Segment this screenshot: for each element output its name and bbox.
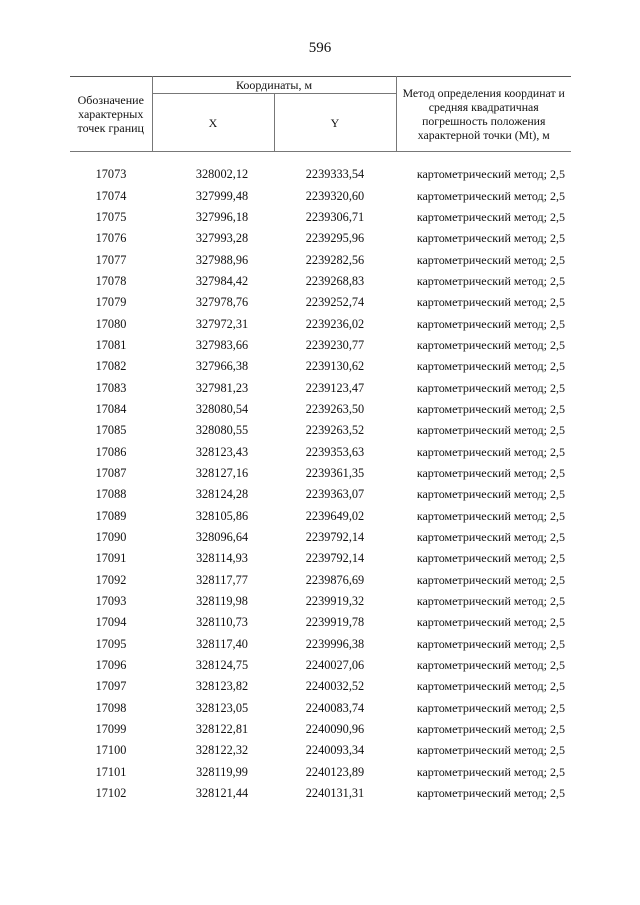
coord-y: 2240123,89 — [305, 764, 365, 779]
coord-y: 2239306,71 — [305, 209, 365, 224]
method-cell: картометрический метод; 2,5 — [416, 231, 565, 246]
table-row — [70, 506, 571, 527]
coord-x: 327978,76 — [195, 295, 249, 310]
coord-x: 328110,73 — [196, 615, 248, 630]
coord-y: 2239363,07 — [305, 487, 365, 502]
point-id: 17089 — [95, 508, 127, 523]
point-id: 17090 — [95, 530, 127, 545]
coord-y: 2239333,54 — [305, 167, 365, 182]
header-coordinates: Координаты, м — [152, 77, 396, 94]
table-row — [70, 463, 571, 484]
point-id: 17102 — [95, 786, 127, 801]
coord-x: 328123,82 — [195, 679, 249, 694]
point-id: 17092 — [95, 572, 127, 587]
header-method: Метод определения координат и средняя квадратичная погрешность положения характерной точки (Mt), м — [396, 77, 571, 152]
table-row — [70, 634, 571, 655]
header-y: Y — [274, 94, 396, 152]
method-cell: картометрический метод; 2,5 — [416, 316, 565, 331]
coord-x: 327972,31 — [195, 316, 249, 331]
table-row — [70, 441, 571, 462]
point-id: 17091 — [95, 551, 127, 566]
coord-y: 2239996,38 — [305, 636, 365, 651]
table-row — [70, 548, 571, 569]
table-row — [70, 570, 571, 591]
coord-x: 327984,42 — [195, 273, 249, 288]
table-row — [70, 399, 571, 420]
coord-x: 328122,81 — [195, 722, 249, 737]
method-cell: картометрический метод; 2,5 — [416, 295, 565, 310]
method-cell: картометрический метод; 2,5 — [416, 764, 565, 779]
page-number: 596 — [308, 40, 332, 56]
method-cell: картометрический метод; 2,5 — [416, 273, 565, 288]
coord-y: 2239236,02 — [305, 316, 365, 331]
point-id: 17082 — [95, 359, 127, 374]
point-id: 17099 — [95, 722, 127, 737]
coordinates-table — [70, 76, 571, 804]
method-cell: картометрический метод; 2,5 — [416, 337, 565, 352]
coord-y: 2239268,83 — [305, 273, 365, 288]
coord-y: 2239230,77 — [305, 337, 365, 352]
method-cell: картометрический метод; 2,5 — [416, 423, 565, 438]
coord-x: 328080,54 — [195, 401, 249, 416]
coord-x: 328080,55 — [195, 423, 249, 438]
table-row — [70, 676, 571, 697]
table-row — [70, 185, 571, 206]
coord-y: 2239320,60 — [305, 188, 365, 203]
coord-x: 327983,66 — [195, 337, 249, 352]
coord-x: 327966,38 — [195, 359, 249, 374]
point-id: 17096 — [95, 658, 127, 673]
method-cell: картометрический метод; 2,5 — [416, 508, 565, 523]
method-cell: картометрический метод; 2,5 — [416, 252, 565, 267]
table-row — [70, 591, 571, 612]
point-id: 17086 — [95, 444, 127, 459]
coord-x: 327993,28 — [195, 231, 249, 246]
coord-x: 327996,18 — [195, 209, 249, 224]
method-cell: картометрический метод; 2,5 — [416, 700, 565, 715]
table-row — [70, 335, 571, 356]
coord-y: 2239919,78 — [305, 615, 365, 630]
coord-y: 2239919,32 — [305, 594, 365, 609]
table-row — [70, 527, 571, 548]
table-body — [70, 152, 571, 805]
header-x: X — [152, 94, 274, 152]
table-row — [70, 313, 571, 334]
coord-x: 328114,93 — [196, 551, 248, 566]
table-row — [70, 484, 571, 505]
coord-y: 2239792,14 — [305, 551, 365, 566]
point-id: 17080 — [95, 316, 127, 331]
point-id: 17083 — [95, 380, 127, 395]
coord-x: 328002,12 — [195, 167, 249, 182]
point-id: 17088 — [95, 487, 127, 502]
coord-y: 2239353,63 — [305, 444, 365, 459]
table-row — [70, 612, 571, 633]
table-row — [70, 207, 571, 228]
point-id: 17076 — [95, 231, 127, 246]
coord-y: 2240083,74 — [305, 700, 365, 715]
point-id: 17079 — [95, 295, 127, 310]
table-row — [70, 719, 571, 740]
coord-y: 2240027,06 — [305, 658, 365, 673]
table-row — [70, 655, 571, 676]
method-cell: картометрический метод; 2,5 — [416, 530, 565, 545]
coord-x: 327988,96 — [195, 252, 249, 267]
method-cell: картометрический метод; 2,5 — [416, 743, 565, 758]
coord-y: 2239361,35 — [305, 465, 365, 480]
coord-x: 328096,64 — [195, 530, 249, 545]
point-id: 17073 — [95, 167, 127, 182]
coord-y: 2240090,96 — [305, 722, 365, 737]
method-cell: картометрический метод; 2,5 — [416, 188, 565, 203]
coord-y: 2240093,34 — [305, 743, 365, 758]
table-row — [70, 762, 571, 783]
coord-x: 328105,86 — [195, 508, 249, 523]
point-id: 17093 — [95, 594, 127, 609]
coord-x: 327981,23 — [195, 380, 249, 395]
method-cell: картометрический метод; 2,5 — [416, 444, 565, 459]
table-row — [70, 249, 571, 270]
coord-x: 327999,48 — [195, 188, 249, 203]
point-id: 17084 — [95, 401, 127, 416]
point-id: 17095 — [95, 636, 127, 651]
coord-x: 328121,44 — [195, 786, 249, 801]
coord-y: 2239123,47 — [305, 380, 365, 395]
header-designation: Обозначение характерных точек границ — [70, 77, 152, 152]
coord-y: 2239263,52 — [305, 423, 365, 438]
method-cell: картометрический метод; 2,5 — [416, 594, 565, 609]
coord-x: 328117,40 — [196, 636, 248, 651]
coord-y: 2239792,14 — [305, 530, 365, 545]
table-row — [70, 164, 571, 185]
coord-x: 328127,16 — [195, 465, 249, 480]
table-row — [70, 377, 571, 398]
point-id: 17074 — [95, 188, 127, 203]
table-row — [70, 740, 571, 761]
coord-x: 328124,28 — [195, 487, 249, 502]
point-id: 17075 — [95, 209, 127, 224]
method-cell: картометрический метод; 2,5 — [416, 380, 565, 395]
method-cell: картометрический метод; 2,5 — [416, 465, 565, 480]
coord-y: 2239295,96 — [305, 231, 365, 246]
method-cell: картометрический метод; 2,5 — [416, 359, 565, 374]
method-cell: картометрический метод; 2,5 — [416, 487, 565, 502]
point-id: 17101 — [95, 764, 127, 779]
coord-y: 2240131,31 — [305, 786, 365, 801]
table-row — [70, 356, 571, 377]
method-cell: картометрический метод; 2,5 — [416, 786, 565, 801]
method-cell: картометрический метод; 2,5 — [416, 401, 565, 416]
method-cell: картометрический метод; 2,5 — [416, 679, 565, 694]
point-id: 17077 — [95, 252, 127, 267]
method-cell: картометрический метод; 2,5 — [416, 722, 565, 737]
method-cell: картометрический метод; 2,5 — [416, 615, 565, 630]
coord-x: 328122,32 — [195, 743, 249, 758]
coord-x: 328119,99 — [196, 764, 248, 779]
method-cell: картометрический метод; 2,5 — [416, 636, 565, 651]
method-cell: картометрический метод; 2,5 — [416, 658, 565, 673]
coord-x: 328124,75 — [195, 658, 249, 673]
coord-x: 328119,98 — [196, 594, 248, 609]
point-id: 17081 — [95, 337, 127, 352]
table-row — [70, 698, 571, 719]
table-header — [70, 77, 571, 152]
table-row — [70, 271, 571, 292]
method-cell: картометрический метод; 2,5 — [416, 209, 565, 224]
coord-y: 2239649,02 — [305, 508, 365, 523]
coord-y: 2239876,69 — [305, 572, 365, 587]
coord-y: 2239263,50 — [305, 401, 365, 416]
method-cell: картометрический метод; 2,5 — [416, 551, 565, 566]
coord-y: 2239282,56 — [305, 252, 365, 267]
table-row — [70, 783, 571, 804]
table-row — [70, 228, 571, 249]
point-id: 17087 — [95, 465, 127, 480]
point-id: 17097 — [95, 679, 127, 694]
point-id: 17098 — [95, 700, 127, 715]
coord-x: 328123,05 — [195, 700, 249, 715]
point-id: 17100 — [95, 743, 127, 758]
method-cell: картометрический метод; 2,5 — [416, 572, 565, 587]
coord-y: 2239130,62 — [305, 359, 365, 374]
coord-x: 328117,77 — [196, 572, 248, 587]
table-row — [70, 292, 571, 313]
coord-x: 328123,43 — [195, 444, 249, 459]
method-cell: картометрический метод; 2,5 — [416, 167, 565, 182]
point-id: 17078 — [95, 273, 127, 288]
coord-y: 2239252,74 — [305, 295, 365, 310]
coord-y: 2240032,52 — [305, 679, 365, 694]
table-row — [70, 420, 571, 441]
spacer-row — [70, 152, 571, 165]
point-id: 17094 — [95, 615, 127, 630]
point-id: 17085 — [95, 423, 127, 438]
